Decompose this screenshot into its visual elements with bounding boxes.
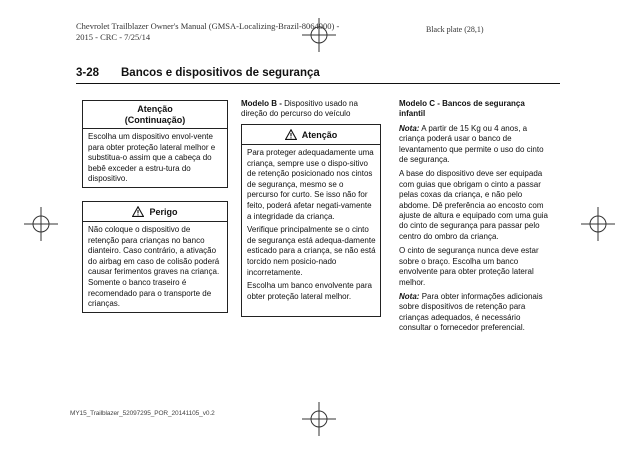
registration-mark-bottom-icon xyxy=(302,402,336,436)
note-1 xyxy=(399,124,549,166)
caution-continued-header xyxy=(83,101,227,129)
footer-filename: MY15_Trailblazer_52097295_POR_20141105_v0.2 xyxy=(70,410,215,417)
document-header xyxy=(76,21,339,43)
page-title: Bancos e dispositivos de segurança xyxy=(121,67,320,79)
model-b-text: Dispositivo usado na direção do percurso do veículo xyxy=(241,99,358,119)
danger-box xyxy=(82,201,228,313)
model-c-paragraph-2: O cinto de segurança nunca deve estar sobre o braço. Escolha um banco envolvente para obter proteção lateral melhor. xyxy=(399,246,539,287)
page-title-bar xyxy=(76,67,560,84)
danger-header xyxy=(83,202,227,222)
caution-paragraph-2: Verifique principalmente se o cinto de segurança está adequa-damente esticado para a criança, se não está torcido nem posicio-nado incorretamente. xyxy=(247,225,376,277)
caution-header xyxy=(242,125,380,145)
warning-triangle-icon xyxy=(285,129,297,140)
caution-continued-title: Atenção xyxy=(137,104,173,114)
registration-mark-right-icon xyxy=(581,207,615,241)
note-2 xyxy=(399,292,549,334)
page-number: 3-28 xyxy=(76,67,100,79)
caution-box xyxy=(241,124,381,317)
registration-mark-top-icon xyxy=(302,18,336,52)
model-c-heading: Modelo C - Bancos de segurança infantil xyxy=(399,99,525,119)
plate-label: Black plate (28,1) xyxy=(426,25,484,34)
caution-continued-body: Escolha um dispositivo envol-vente para obter proteção lateral melhor e substitua-o assim que a cabeça do bebê exceder a estru-tura do dispositivo. xyxy=(88,132,216,184)
warning-triangle-icon xyxy=(132,206,144,217)
caution-title: Atenção xyxy=(301,130,338,140)
note-2-text: Para obter informações adicionais sobre dispositivos de retenção para crianças adequados, é necessário consultar o fornecedor preferencial. xyxy=(399,291,543,333)
danger-body: Não coloque o dispositivo de retenção para crianças no banco dianteiro. Caso contrário, a ativação do airbag em caso de colisão poderá causar ferimentos graves na criança. Somente o banco traseiro é recomendado para o transporte de crianças. xyxy=(88,225,220,309)
model-b-label: Modelo B - xyxy=(241,99,282,108)
caution-continued-subtitle: (Continuação) xyxy=(124,115,186,125)
caution-continued-box xyxy=(82,100,228,188)
header-line-2: 2015 - CRC - 7/25/14 xyxy=(76,32,151,42)
model-b-intro xyxy=(241,99,381,120)
caution-body xyxy=(242,145,380,309)
note-1-label: Nota: xyxy=(399,123,420,133)
note-1-text: A partir de 15 Kg ou 4 anos, a criança poderá usar o banco de levantamento que permite o uso do cinto de segurança. xyxy=(399,123,544,165)
header-line-1: Chevrolet Trailblazer Owner's Manual (GMSA-Localizing-Brazil-8064900) - xyxy=(76,21,340,31)
danger-title: Perigo xyxy=(149,207,178,217)
caution-paragraph-3: Escolha um banco envolvente para obter proteção lateral melhor. xyxy=(247,281,372,301)
model-c-paragraph-1: A base do dispositivo deve ser equipada com guias que obrigam o cinto a passar pelas coxas da criança, e não pelo abdome. Dê preferência ao encosto com ajuste de altura e equipado com uma guia do cinto de segurança para passar pelo centro do ombro da criança. xyxy=(399,169,548,241)
registration-mark-left-icon xyxy=(24,207,58,241)
note-2-label: Nota: xyxy=(399,291,420,301)
model-c-column xyxy=(399,99,549,338)
caution-paragraph-1: Para proteger adequadamente uma criança, sempre use o dispo-sitivo de retenção posicionado nos cintos de segurança, mesmo se o percurso for curto. Se isso não for feito, poderá afetar negati-vamente a integridade da criança. xyxy=(247,148,374,221)
